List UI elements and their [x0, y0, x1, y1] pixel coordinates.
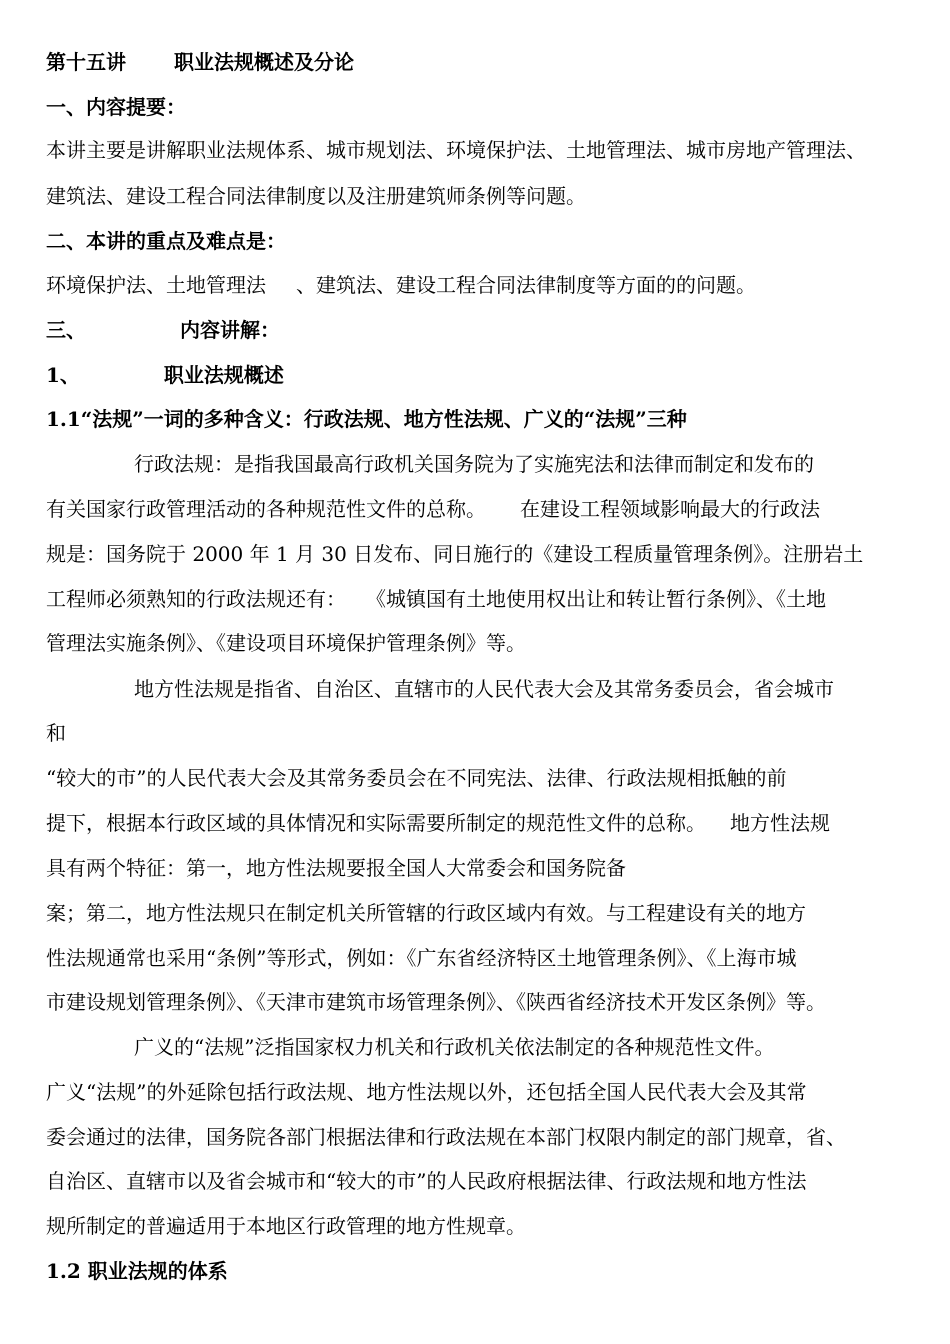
para-2-line-7: 性法规通常也采用“条例”等形式，例如：《广东省经济特区土地管理条例》、《上海市城: [46, 946, 797, 970]
para-2-line-5: 具有两个特征：第一，地方性法规要报全国人大常委会和国务院备: [46, 856, 626, 880]
para-1-line-2: [46, 496, 820, 522]
subsection-1-2-title: 1.2 职业法规的体系: [46, 1259, 228, 1283]
para-1-line-2-part-a: 有关国家行政管理活动的各种规范性文件的总称。: [46, 497, 486, 521]
para-1-line-3: 规是：国务院于 2000 年 1 月 30 日发布、同日施行的《建设工程质量管理条例》。注册岩土: [46, 542, 864, 566]
lecture-title: 职业法规概述及分论: [174, 50, 354, 74]
section-3-number: 三、: [46, 318, 86, 342]
section-1-line-1: 本讲主要是讲解职业法规体系、城市规划法、环境保护法、土地管理法、城市房地产管理法、: [46, 138, 866, 162]
para-2-line-6: 案；第二，地方性法规只在制定机关所管辖的行政区域内有效。与工程建设有关的地方: [46, 901, 806, 925]
para-2-line-4-part-a: 提下，根据本行政区域的具体情况和实际需要所制定的规范性文件的总称。: [46, 811, 706, 835]
section-3-heading: 内容讲解：: [180, 318, 280, 342]
para-1-line-1: 行政法规：是指我国最高行政机关国务院为了实施宪法和法律而制定和发布的: [134, 452, 814, 476]
subsection-1-1-title: 1.1“法规”一词的多种含义：行政法规、地方性法规、广义的“法规”三种: [46, 407, 687, 431]
subsection-1-title: [46, 362, 284, 388]
subsection-1-heading: 职业法规概述: [163, 363, 284, 387]
para-1-line-4-part-a: 工程师必须熟知的行政法规还有：: [46, 587, 346, 611]
lecture-number: 第十五讲: [46, 50, 126, 74]
para-1-line-4: [46, 586, 826, 612]
subsection-1-number: 1、: [46, 363, 80, 387]
section-2-line: [46, 272, 756, 298]
para-2-line-8: 市建设规划管理条例》、《天津市建筑市场管理条例》、《陕西省经济技术开发区条例》等。: [46, 990, 826, 1014]
para-2-line-4-part-b: 地方性法规: [730, 811, 830, 835]
para-2-line-2: 和: [46, 721, 66, 745]
section-1-line-2: 建筑法、建设工程合同法律制度以及注册建筑师条例等问题。: [46, 184, 586, 208]
section-1-title: 一、内容提要：: [46, 95, 186, 119]
section-2-line-part-a: 环境保护法、土地管理法: [46, 273, 266, 297]
para-3-line-4: 自治区、直辖市以及省会城市和“较大的市”的人民政府根据法律、行政法规和地方性法: [46, 1169, 807, 1193]
para-3-line-1: 广义的“法规”泛指国家权力机关和行政机关依法制定的各种规范性文件。: [134, 1035, 775, 1059]
para-1-line-5: 管理法实施条例》、《建设项目环境保护管理条例》等。: [46, 631, 526, 655]
para-1-line-2-part-b: 在建设工程领域影响最大的行政法: [520, 497, 820, 521]
para-3-line-5: 规所制定的普遍适用于本地区行政管理的地方性规章。: [46, 1214, 526, 1238]
para-2-line-3: “较大的市”的人民代表大会及其常务委员会在不同宪法、法律、行政法规相抵触的前: [46, 766, 787, 790]
para-2-line-4: [46, 810, 830, 836]
para-3-line-3: 委会通过的法律，国务院各部门根据法律和行政法规在本部门权限内制定的部门规章，省、: [46, 1125, 846, 1149]
section-2-title: 二、本讲的重点及难点是：: [46, 229, 286, 253]
para-3-line-2: 广义“法规”的外延除包括行政法规、地方性法规以外，还包括全国人民代表大会及其常: [46, 1080, 807, 1104]
lecture-heading: [46, 49, 354, 75]
section-2-line-part-b: 、建筑法、建设工程合同法律制度等方面的的问题。: [296, 273, 756, 297]
para-1-line-4-part-b: 《城镇国有土地使用权出让和转让暂行条例》、《土地: [366, 587, 826, 611]
para-2-line-1: 地方性法规是指省、自治区、直辖市的人民代表大会及其常务委员会，省会城市: [134, 677, 834, 701]
section-3-title: [46, 317, 280, 343]
